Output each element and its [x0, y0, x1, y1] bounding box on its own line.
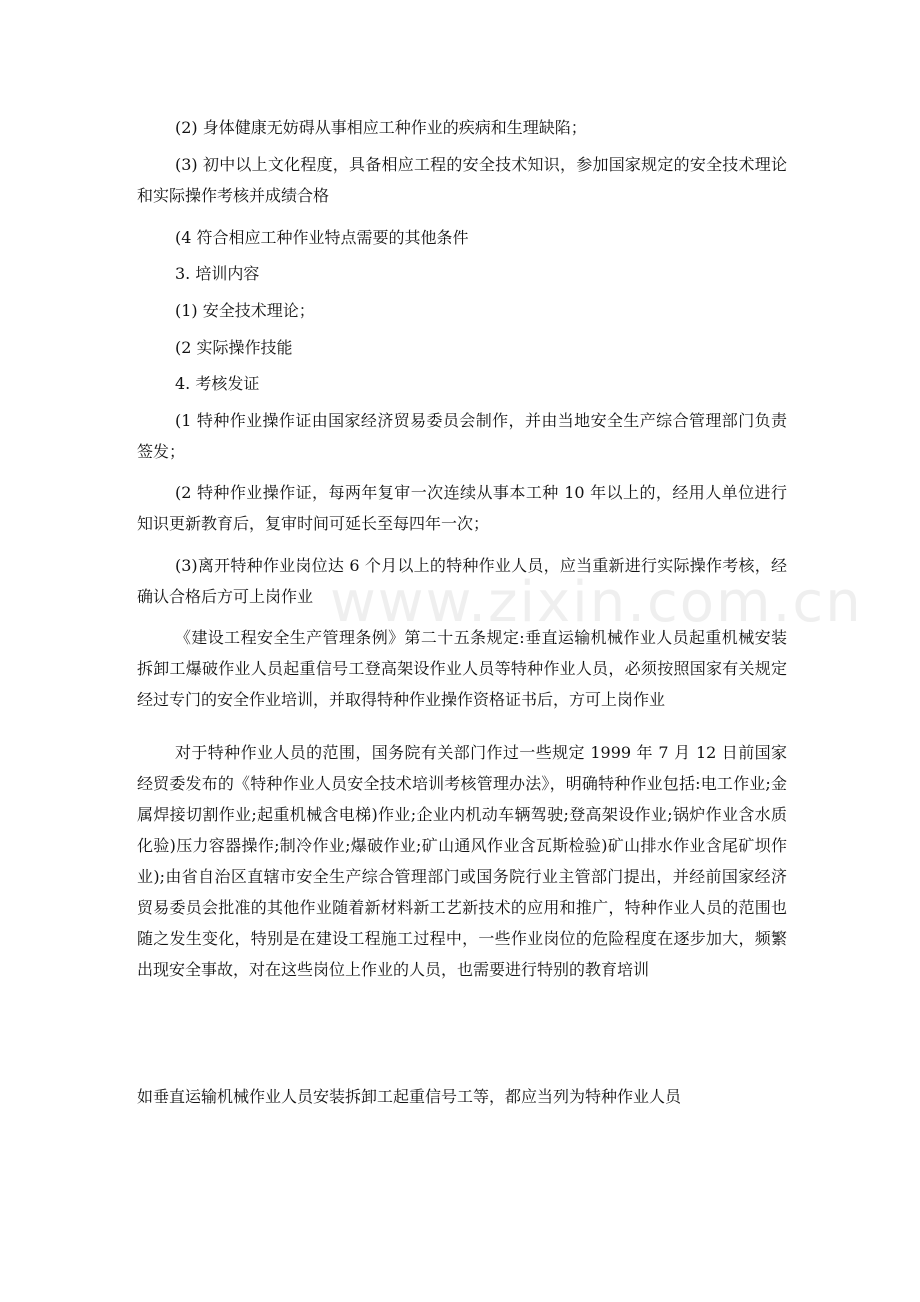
paragraph-education-level: (3) 初中以上文化程度，具备相应工程的安全技术知识，参加国家规定的安全技术理论和实际操作考核并成绩合格	[137, 155, 787, 205]
paragraph-health-condition: (2) 身体健康无妨碍从事相应工种作业的疾病和生理缺陷；	[175, 118, 587, 137]
paragraph-conclusion: 如垂直运输机械作业人员安装拆卸工起重信号工等，都应当列为特种作业人员	[137, 1087, 682, 1106]
paragraph-safety-theory: (1) 安全技术理论；	[175, 301, 315, 320]
paragraph-regulation-article-25: 《建设工程安全生产管理条例》第二十五条规定:垂直运输机械作业人员起重机械安装拆卸工爆破作业人员起重信号工登高架设作业人员等特种作业人员，必须按照国家有关规定经过专门的安全作业培训，并取得特种作业操作资格证书后，方可上岗作业	[137, 628, 787, 709]
watermark: www.zixin.com.cn	[330, 570, 863, 635]
paragraph-other-conditions: (4 符合相应工种作业特点需要的其他条件	[175, 228, 469, 247]
paragraph-certificate-review: (2 特种作业操作证，每两年复审一次连续从事本工种 10 年以上的，经用人单位进行知识更新教育后，复审时间可延长至每四年一次；	[137, 483, 787, 533]
paragraph-scope-of-special-workers: 对于特种作业人员的范围，国务院有关部门作过一些规定 1999 年 7 月 12 日前国家经贸委发布的《特种作业人员安全技术培训考核管理办法》，明确特种作业包括:电工作业;金属焊接切割作业;起重机械含电梯)作业;企业内机动车辆驾驶;登高架设作业;锅炉作业含水质化验)压力容器操作;制冷作业;爆破作业;矿山通风作业含瓦斯检验)矿山排水作业含尾矿坝作业);由省自治区直辖市安全生产综合管理部门或国务院行业主管部门提出，并经前国家经济贸易委员会批准的其他作业随着新材料新工艺新技术的应用和推广，特种作业人员的范围也随之发生变化，特别是在建设工程施工过程中，一些作业岗位的危险程度在逐步加大，频繁出现安全事故，对在这些岗位上作业的人员，也需要进行特别的教育培训	[137, 743, 787, 979]
paragraph-certificate-issuance: (1 特种作业操作证由国家经济贸易委员会制作，并由当地安全生产综合管理部门负责签发；	[137, 411, 787, 461]
heading-assessment-certification: 4. 考核发证	[175, 374, 260, 393]
paragraph-practical-skills: (2 实际操作技能	[175, 338, 293, 357]
heading-training-content: 3. 培训内容	[175, 264, 260, 283]
paragraph-reassessment: (3)离开特种作业岗位达 6 个月以上的特种作业人员，应当重新进行实际操作考核，经确认合格后方可上岗作业	[137, 556, 787, 606]
